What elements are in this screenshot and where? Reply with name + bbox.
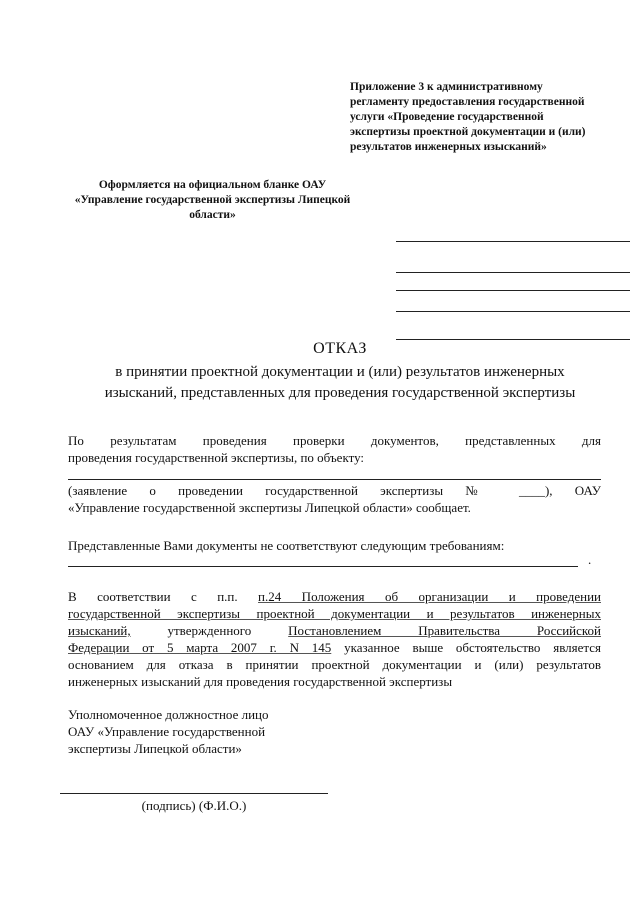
appendix-line: Приложение 3 к административному — [350, 81, 543, 93]
requirements-end-dot: . — [588, 552, 592, 567]
subtitle-line: изысканий, представленных для проведения государственной экспертизы — [104, 385, 576, 401]
para-requirements: Представленные Вами документы не соответствуют следующим требованиям: — [68, 538, 505, 553]
requirements-fill-line — [68, 566, 578, 567]
legal-basis-line — [68, 639, 601, 656]
regulation-link[interactable]: п.24 Положения об организации и проведении — [258, 589, 601, 604]
document-title: ОТКАЗ — [313, 340, 367, 357]
legal-basis-line — [68, 605, 601, 622]
addressee-line — [396, 290, 630, 291]
subtitle-line: в принятии проектной документации и (или) результатов инженерных — [115, 364, 565, 380]
signature-line — [60, 793, 328, 794]
regulation-link[interactable]: государственной экспертизы проектной документации и результатов инженерных — [68, 606, 601, 621]
legal-basis-text: утвержденного — [130, 623, 289, 638]
para-application-line2: «Управление государственной экспертизы Липецкой области» сообщает. — [68, 500, 471, 515]
appendix-line: регламенту предоставления государственной — [350, 96, 585, 108]
object-fill-line — [68, 479, 601, 480]
official-line: ОАУ «Управление государственной — [68, 724, 266, 739]
addressee-line — [396, 272, 630, 273]
official-line: Уполномоченное должностное лицо — [68, 707, 269, 722]
para-check-results-line1: По результатам проведения проверки документов, представленных для — [68, 433, 601, 448]
resolution-link[interactable]: Федерации от 5 марта 2007 г. N 145 — [68, 640, 332, 655]
document-subtitle — [40, 362, 640, 404]
official-blank-note — [60, 178, 365, 223]
signature-caption: (подпись) (Ф.И.О.) — [141, 798, 247, 813]
para-check-results-line2: проведения государственной экспертизы, по объекту: — [68, 450, 365, 465]
resolution-link[interactable]: Постановлением Правительства Российской — [288, 623, 601, 638]
legal-basis-line — [68, 588, 601, 605]
legal-basis-text: В соответствии с п.п. — [68, 589, 259, 604]
legal-basis-line: основанием для отказа в принятии проектной документации и (или) результатов — [68, 657, 601, 672]
regulation-link[interactable]: изысканий, — [68, 623, 131, 638]
legal-basis-line: инженерных изысканий для проведения государственной экспертизы — [68, 674, 453, 689]
para-application-line1: (заявление о проведении государственной экспертизы № ____), ОАУ — [68, 483, 601, 498]
authorized-official — [68, 706, 368, 757]
legal-basis-line — [68, 622, 601, 639]
addressee-line — [396, 241, 630, 242]
official-line: экспертизы Липецкой области» — [68, 741, 242, 756]
blank-note-line: области» — [189, 209, 236, 221]
blank-note-line: «Управление государственной экспертизы Липецкой — [74, 194, 351, 206]
addressee-line — [396, 311, 630, 312]
appendix-line: услуги «Проведение государственной — [350, 111, 544, 123]
para-legal-basis — [68, 588, 601, 690]
legal-basis-text: указанное выше обстоятельство является — [331, 640, 601, 655]
appendix-line: экспертизы проектной документации и (или) — [350, 126, 586, 138]
appendix-note — [350, 80, 620, 155]
blank-note-line: Оформляется на официальном бланке ОАУ — [98, 179, 327, 191]
appendix-line: результатов инженерных изысканий» — [350, 141, 547, 153]
